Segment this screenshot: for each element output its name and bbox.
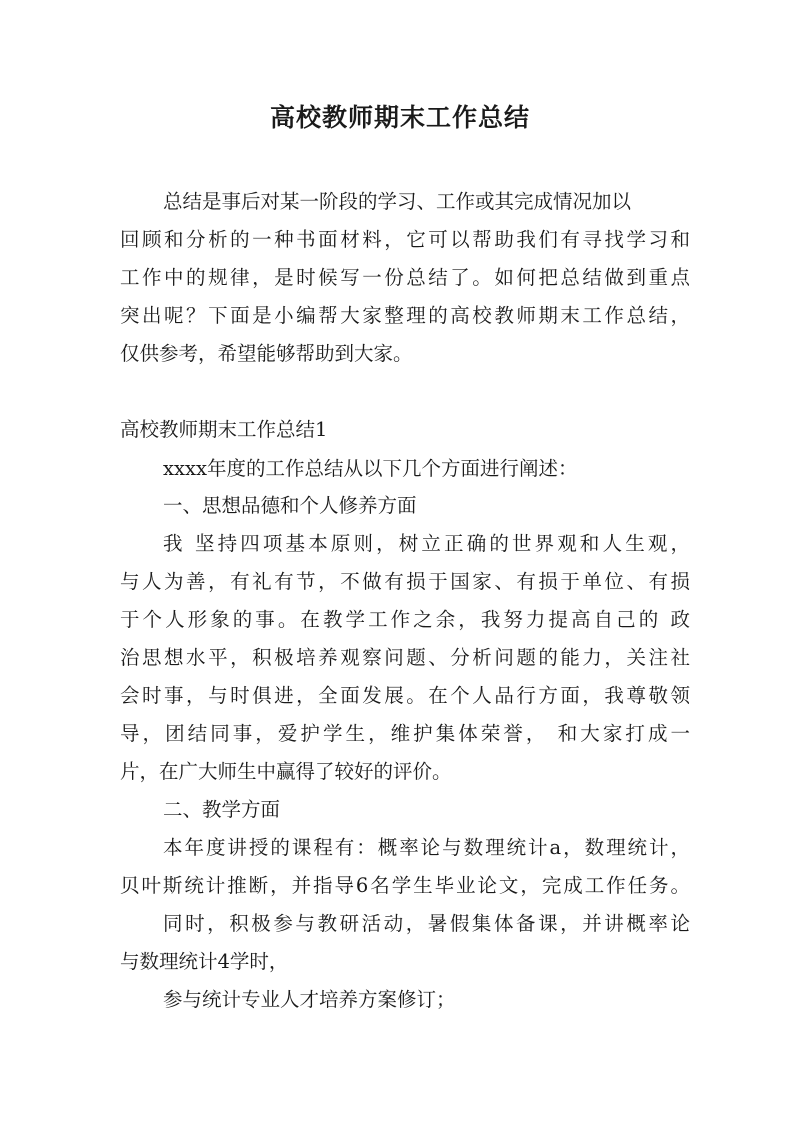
subsection-heading: 二、教学方面 bbox=[163, 798, 281, 821]
body-line: 本年度讲授的课程有：概率论与数理统计a，数理统计， bbox=[163, 836, 690, 859]
intro-line: 仅供参考，希望能够帮助到大家。 bbox=[120, 342, 413, 365]
body-line: 参与统计专业人才培养方案修订； bbox=[163, 988, 456, 1011]
body-line: 治思想水平，积极培养观察问题、分析问题的能力，关注社 bbox=[120, 646, 690, 669]
body-line: 同时，积极参与教研活动，暑假集体备课，并讲概率论 bbox=[163, 912, 690, 935]
body-line: 我 坚持四项基本原则，树立正确的世界观和人生观， bbox=[163, 532, 690, 555]
body-line: 片，在广大师生中赢得了较好的评价。 bbox=[120, 760, 452, 783]
section-heading: 高校教师期末工作总结1 bbox=[120, 418, 328, 441]
body-line: 于个人形象的事。在教学工作之余，我努力提高自己的 政 bbox=[120, 608, 690, 631]
intro-line: 工作中的规律，是时候写一份总结了。如何把总结做到重点 bbox=[120, 266, 690, 289]
body-line: xxxx年度的工作总结从以下几个方面进行阐述： bbox=[163, 457, 578, 480]
body-line: 导，团结同事，爱护学生，维护集体荣誉， 和大家打成一 bbox=[120, 722, 690, 745]
body-line: 与数理统计4学时， bbox=[120, 950, 289, 973]
subsection-heading: 一、思想品德和个人修养方面 bbox=[163, 494, 417, 517]
intro-line: 突出呢？下面是小编帮大家整理的高校教师期末工作总结， bbox=[120, 304, 690, 327]
intro-line: 回顾和分析的一种书面材料，它可以帮助我们有寻找学习和 bbox=[120, 228, 690, 251]
document-title: 高校教师期末工作总结 bbox=[269, 103, 530, 132]
body-line: 与人为善，有礼有节，不做有损于国家、有损于单位、有损 bbox=[120, 570, 690, 593]
body-line: 会时事，与时俱进，全面发展。在个人品行方面，我尊敬领 bbox=[120, 684, 690, 707]
body-line: 贝叶斯统计推断，并指导6名学生毕业论文，完成工作任务。 bbox=[120, 874, 690, 897]
intro-line: 总结是事后对某一阶段的学习、工作或其完成情况加以 bbox=[163, 190, 632, 213]
